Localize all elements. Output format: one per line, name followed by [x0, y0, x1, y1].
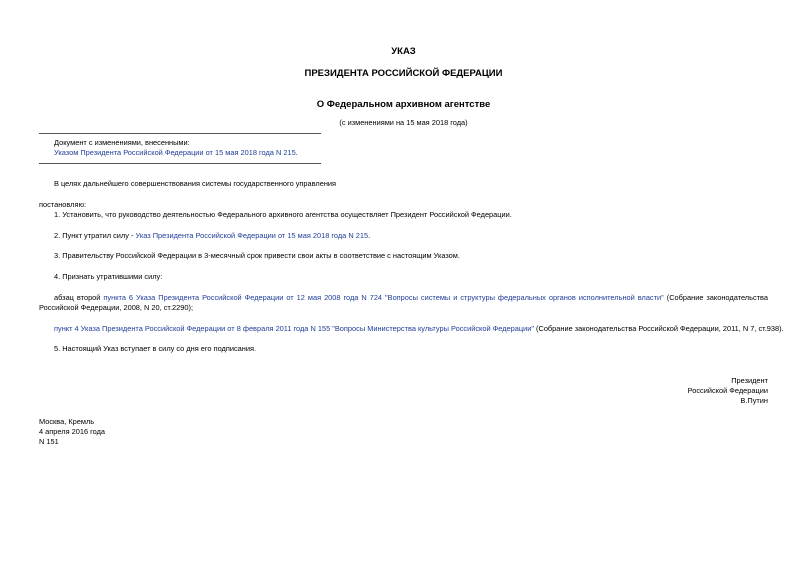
amendments-bottom-divider [39, 163, 321, 164]
paragraph-4a-link[interactable]: пункта 6 Указа Президента Российской Федерации от 12 мая 2008 года N 724 "Вопросы системы и структуры федеральных органов исполнительной власти" [103, 293, 664, 302]
doc-issuer-title: ПРЕЗИДЕНТА РОССИЙСКОЙ ФЕДЕРАЦИИ [304, 68, 503, 79]
paragraph-2-prefix: 2. Пункт утратил силу - [54, 231, 136, 240]
signature-office: Российской Федерации [687, 386, 768, 395]
paragraph-2-suffix: . [368, 231, 371, 240]
paragraph-4a-line1 [54, 293, 768, 303]
paragraph-2 [54, 231, 370, 241]
paragraph-4b-link[interactable]: пункт 4 Указа Президента Российской Федерации от 8 февраля 2011 года N 155 "Вопросы Министерства культуры Российской Федерации" [54, 324, 534, 333]
paragraph-4a-prefix: абзац второй [54, 293, 104, 302]
amendment-link-suffix: . [295, 148, 298, 157]
paragraph-3: 3. Правительству Российской Федерации в 3-месячный срок привести свои акты в соответствие с настоящим Указом. [54, 251, 460, 260]
sign-date: 4 апреля 2016 года [39, 427, 106, 436]
paragraph-4: 4. Признать утратившими силу: [54, 272, 163, 281]
paragraph-4a-suffix: (Собрание законодательства [663, 293, 768, 302]
signature-title: Президент [731, 376, 768, 385]
amendments-top-divider [39, 133, 321, 134]
decree-number: N 151 [39, 437, 59, 446]
sign-place: Москва, Кремль [39, 417, 95, 426]
revision-note: (с изменениями на 15 мая 2018 года) [339, 118, 468, 127]
paragraph-2-link[interactable]: Указ Президента Российской Федерации от 15 мая 2018 года N 215 [135, 231, 369, 240]
amendment-decree-link[interactable]: Указом Президента Российской Федерации от 15 мая 2018 года N 215 [54, 148, 296, 157]
paragraph-4a-line2: Российской Федерации, 2008, N 20, ст.2290); [39, 303, 194, 312]
paragraph-4b [54, 324, 784, 334]
decree-word: постановляю: [39, 200, 87, 209]
signature-name: В.Путин [740, 396, 768, 405]
preamble: В целях дальнейшего совершенствования системы государственного управления [54, 179, 337, 188]
amendments-label: Документ с изменениями, внесенными: [54, 138, 190, 147]
paragraph-1: 1. Установить, что руководство деятельностью Федерального архивного агентства осуществляет Президент Российской Федерации. [54, 210, 512, 219]
doc-subject: О Федеральном архивном агентстве [316, 99, 491, 110]
paragraph-4b-suffix: (Собрание законодательства Российской Федерации, 2011, N 7, ст.938). [533, 324, 784, 333]
doc-type-title: УКАЗ [391, 46, 416, 57]
paragraph-5: 5. Настоящий Указ вступает в силу со дня его подписания. [54, 344, 257, 353]
amendments-link-line [54, 148, 298, 158]
